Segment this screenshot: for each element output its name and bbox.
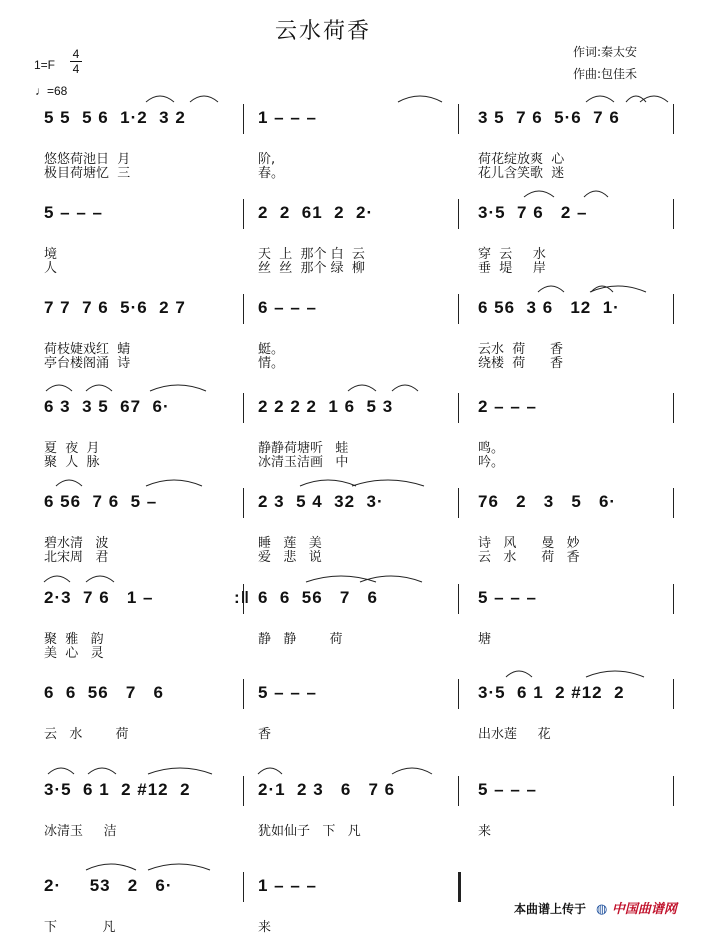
measure-notes: 2·1 2 3 6 7 6 — [258, 780, 396, 799]
bar-line — [673, 488, 674, 518]
bar-line — [458, 393, 459, 423]
measure-notes: 2 – – – — [478, 397, 537, 416]
bar-line — [458, 294, 459, 324]
tie-arc — [86, 385, 112, 391]
measure-notes: 2· 53 2 6· — [44, 876, 173, 895]
tie-arc — [584, 191, 608, 197]
lyric-line-1: 静 静 荷 — [258, 632, 343, 647]
tie-arc — [352, 480, 424, 486]
lyric-line-1: 犹如仙子 下 凡 — [258, 824, 361, 839]
lyric-line-1: 夏 夜 月 — [44, 441, 100, 456]
tie-arc — [360, 576, 422, 582]
bar-line — [243, 294, 244, 324]
tie-arc — [148, 864, 210, 870]
lyric-line-1: 境 — [44, 247, 58, 262]
tie-arc — [190, 96, 218, 102]
lyric-line-2: 吟。 — [478, 455, 505, 470]
lyric-line-2: 花儿含笑歌 迷 — [478, 166, 565, 181]
tie-arc — [506, 671, 532, 677]
repeat-sign: :‖ — [234, 588, 251, 607]
tie-arc — [48, 768, 74, 774]
measure-notes: 3·5 6 1 2 #12 2 — [44, 780, 191, 799]
site-logo — [596, 898, 677, 917]
globe-icon: ◍ — [596, 902, 608, 917]
bar-line — [243, 776, 244, 806]
lyric-line-1: 阶, — [258, 152, 276, 167]
lyric-line-1: 睡 莲 美 — [258, 536, 322, 551]
song-title: 云水荷香 — [275, 19, 372, 44]
measure-notes: 2 2 2 2 1 6 5 3 — [258, 397, 394, 416]
tie-arc — [590, 286, 646, 292]
bar-line — [243, 488, 244, 518]
lyric-line-1: 出水莲 花 — [478, 727, 551, 742]
measure-notes: 5 – – – — [478, 588, 537, 607]
lyric-line-1: 鸣。 — [478, 441, 505, 456]
measure-notes: 1 – – – — [258, 876, 317, 895]
lyric-line-1: 来 — [258, 920, 272, 935]
bar-line — [458, 679, 459, 709]
lyricist-credit: 作词:秦太安 — [573, 45, 638, 59]
measure-notes: 5 5 5 6 1·2 3 2 — [44, 108, 186, 127]
bar-line — [673, 584, 674, 614]
time-signature-top: 4 — [72, 47, 80, 61]
tempo-marking — [35, 84, 67, 98]
lyric-line-1: 聚 雅 韵 — [44, 632, 104, 647]
tie-arc — [586, 96, 614, 102]
bar-line — [458, 104, 459, 134]
site-logo-text: 中国曲谱网 — [611, 902, 677, 917]
lyric-line-2: 爱 悲 说 — [258, 550, 322, 565]
lyric-line-1: 静静荷塘听 蛙 — [258, 441, 349, 456]
lyric-line-2: 春。 — [258, 166, 285, 181]
bar-line — [243, 393, 244, 423]
lyric-line-1: 香 — [258, 727, 272, 742]
lyric-line-1: 下 凡 — [44, 920, 116, 935]
lyric-line-2: 冰清玉洁画 中 — [258, 455, 349, 470]
tie-arc — [586, 671, 644, 677]
footer-text: 本曲谱上传于 — [514, 902, 587, 916]
lyric-line-1: 荷花绽放爽 心 — [478, 152, 565, 167]
measure-notes: 3 5 7 6 5·6 7 6 — [478, 108, 620, 127]
tie-arc — [258, 768, 282, 774]
tie-arc — [524, 191, 554, 197]
tie-arc — [86, 864, 136, 870]
measure-notes: 2 2 61 2 2· — [258, 203, 374, 222]
bar-line — [243, 104, 244, 134]
tie-arc — [300, 480, 356, 486]
tie-arc — [626, 96, 646, 102]
tie-arc — [348, 385, 376, 391]
bar-line — [673, 294, 674, 324]
tie-arc — [538, 286, 564, 292]
tie-arc — [148, 768, 212, 774]
tie-arc — [44, 576, 70, 582]
bar-line — [673, 393, 674, 423]
lyric-line-2: 云 水 荷 香 — [478, 550, 580, 565]
measure-notes: 5 – – – — [44, 203, 103, 222]
tie-arc — [146, 480, 202, 486]
bar-line — [243, 199, 244, 229]
measure-notes: 2·3 7 6 1 – — [44, 588, 154, 607]
measure-notes: 76 2 3 5 6· — [478, 492, 617, 511]
measure-notes: 3·5 7 6 2 – — [478, 203, 588, 222]
lyric-line-1: 荷枝婕戏红 蜻 — [44, 342, 131, 357]
lyric-line-1: 来 — [478, 824, 492, 839]
measure-notes: 6 56 3 6 12 1· — [478, 298, 620, 317]
measure-notes: 6 – – – — [258, 298, 317, 317]
tie-arc — [398, 96, 442, 102]
quarter-note-icon: ♩ — [35, 84, 47, 98]
lyric-line-2: 绕楼 荷 香 — [478, 356, 564, 371]
measure-notes: 1 – – – — [258, 108, 317, 127]
measure-notes: 6 6 56 7 6 — [258, 588, 378, 607]
tie-arc — [306, 576, 376, 582]
lyric-line-2: 亭台楼阁涌 诗 — [44, 356, 131, 371]
bar-line — [458, 199, 459, 229]
lyric-line-1: 塘 — [478, 632, 492, 647]
lyric-line-2: 垂 堤 岸 — [478, 261, 546, 276]
bar-line — [673, 104, 674, 134]
tie-arc — [56, 480, 82, 486]
tie-arc — [392, 768, 432, 774]
tie-arc — [150, 385, 206, 391]
measure-notes: 3·5 6 1 2 #12 2 — [478, 683, 625, 702]
measure-notes: 5 – – – — [478, 780, 537, 799]
measure-notes: 6 56 7 6 5 – — [44, 492, 158, 511]
tie-arc — [86, 576, 114, 582]
composer-credit: 作曲:包佳禾 — [573, 67, 638, 81]
tie-arc — [591, 286, 613, 292]
lyric-line-1: 冰清玉 洁 — [44, 824, 117, 839]
lyric-line-2: 北宋周 君 — [44, 550, 109, 565]
lyric-line-2: 聚 人 脉 — [44, 455, 100, 470]
bar-line — [673, 679, 674, 709]
lyric-line-1: 诗 风 曼 妙 — [478, 536, 580, 551]
tempo-value: =68 — [47, 84, 68, 98]
lyric-line-2: 美 心 灵 — [44, 646, 104, 661]
key-signature: 1=F — [34, 58, 56, 72]
final-bar-line — [458, 872, 461, 902]
bar-line — [243, 679, 244, 709]
lyric-line-1: 云水 荷 香 — [478, 342, 564, 357]
lyric-line-1: 悠悠荷池日 月 — [44, 152, 131, 167]
time-signature — [70, 48, 82, 75]
time-signature-bottom: 4 — [72, 62, 80, 76]
lyric-line-2: 人 — [44, 261, 58, 276]
tie-arc — [640, 96, 668, 102]
measure-notes: 6 3 3 5 67 6· — [44, 397, 170, 416]
tie-arc — [88, 768, 116, 774]
bar-line — [673, 199, 674, 229]
bar-line — [458, 488, 459, 518]
lyric-line-2: 情。 — [258, 356, 285, 371]
lyric-line-1: 云 水 荷 — [44, 727, 129, 742]
bar-line — [673, 776, 674, 806]
lyric-line-2: 丝 丝 那个 绿 柳 — [258, 261, 365, 276]
tie-arc — [146, 96, 174, 102]
tie-arc — [392, 385, 418, 391]
lyric-line-1: 天 上 那个 白 云 — [258, 247, 365, 262]
lyric-line-1: 蜓。 — [258, 342, 285, 357]
bar-line — [458, 776, 459, 806]
measure-notes: 6 6 56 7 6 — [44, 683, 164, 702]
lyric-line-1: 穿 云 水 — [478, 247, 546, 262]
measure-notes: 5 – – – — [258, 683, 317, 702]
measure-notes: 7 7 7 6 5·6 2 7 — [44, 298, 186, 317]
bar-line — [243, 872, 244, 902]
lyric-line-1: 碧水清 波 — [44, 536, 109, 551]
measure-notes: 2 3 5 4 32 3· — [258, 492, 384, 511]
lyric-line-2: 极目荷塘忆 三 — [44, 166, 131, 181]
bar-line — [458, 584, 459, 614]
tie-arc — [46, 385, 72, 391]
